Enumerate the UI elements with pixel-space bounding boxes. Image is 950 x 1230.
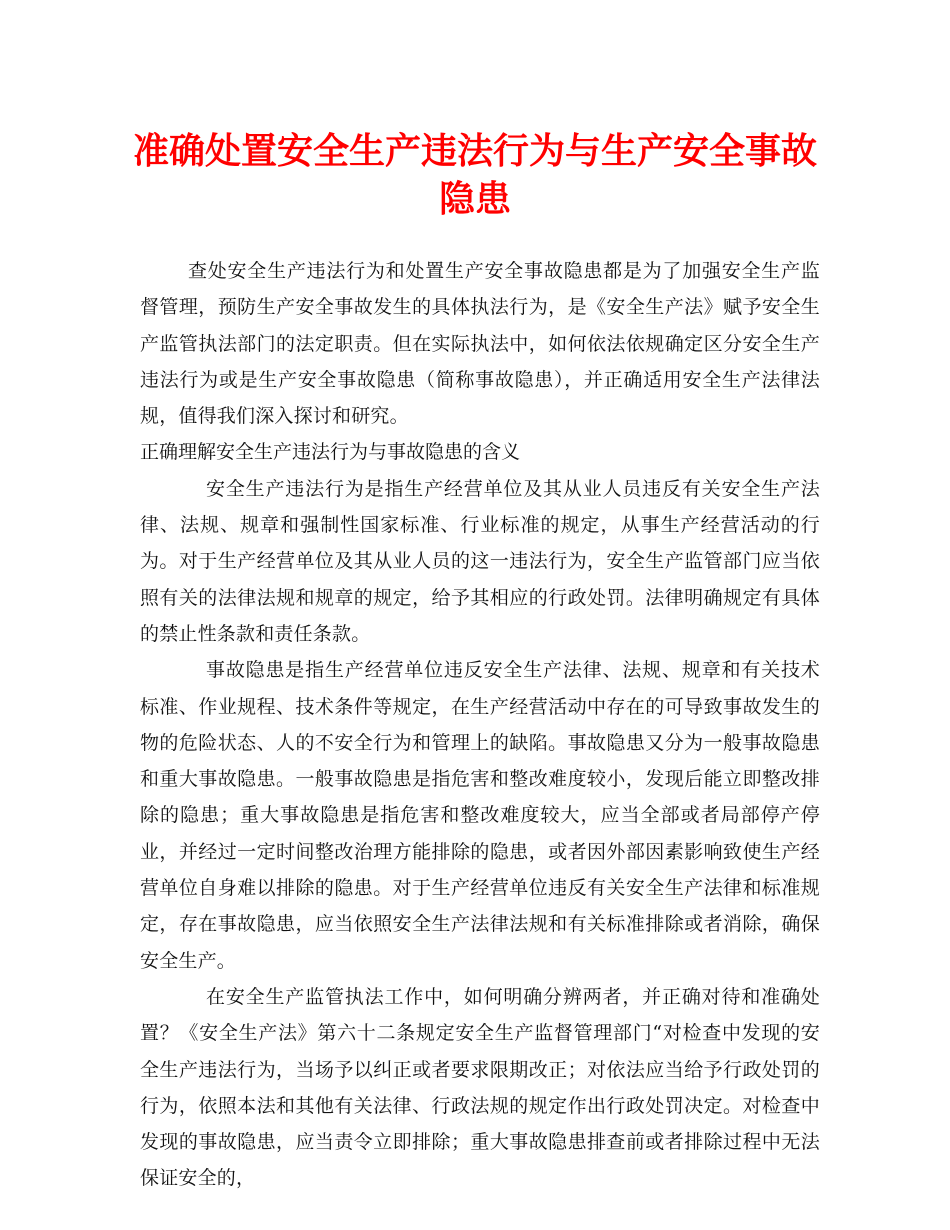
paragraph-hazard-definition: 事故隐患是指生产经营单位违反安全生产法律、法规、规章和有关技术标准、作业规程、技术条件等规定，在生产经营活动中存在的可导致事故发生的物的危险状态、人的不安全行为和管理上的缺陷。事故隐患又分为一般事故隐患和重大事故隐患。一般事故隐患是指危害和整改难度较小，发现后能立即整改排除的隐患；重大事故隐患是指危害和整改难度较大，应当全部或者局部停产停业，并经过一定时间整改治理方能排除的隐患，或者因外部因素影响致使生产经营单位自身难以排除的隐患。对于生产经营单位违反有关安全生产法律和标准规定，存在事故隐患，应当依照安全生产法律法规和有关标准排除或者消除，确保安全生产。 [140, 659, 820, 972]
paragraph-enforcement: 在安全生产监管执法工作中，如何明确分辨两者，并正确对待和准确处置？《安全生产法》第六十二条规定安全生产监督管理部门“对检查中发现的安全生产违法行为，当场予以纠正或者要求限期改正；对依法应当给予行政处罚的行为，依照本法和其他有关法律、行政法规的规定作出行政处罚决定。对检查中发现的事故隐患，应当责令立即排除；重大事故隐患排查前或者排除过程中无法保证安全的， [140, 985, 820, 1190]
document-body [140, 253, 820, 1197]
document-title: 准确处置安全生产违法行为与生产安全事故隐患 [132, 131, 817, 220]
paragraph-intro: 查处安全生产违法行为和处置生产安全事故隐患都是为了加强安全生产监督管理，预防生产安全事故发生的具体执法行为，是《安全生产法》赋予安全生产监管执法部门的法定职责。但在实际执法中，如何依法依规确定区分安全生产违法行为或是生产安全事故隐患（简称事故隐患），并正确适用安全生产法律法规，值得我们深入探讨和研究。 [140, 260, 820, 428]
section-heading: 正确理解安全生产违法行为与事故隐患的含义 [140, 441, 521, 464]
paragraph-violation-definition: 安全生产违法行为是指生产经营单位及其从业人员违反有关安全生产法律、法规、规章和强制性国家标准、行业标准的规定，从事生产经营活动的行为。对于生产经营单位及其从业人员的这一违法行为，安全生产监管部门应当依照有关的法律法规和规章的规定，给予其相应的行政处罚。法律明确规定有具体的禁止性条款和责任条款。 [140, 477, 820, 645]
